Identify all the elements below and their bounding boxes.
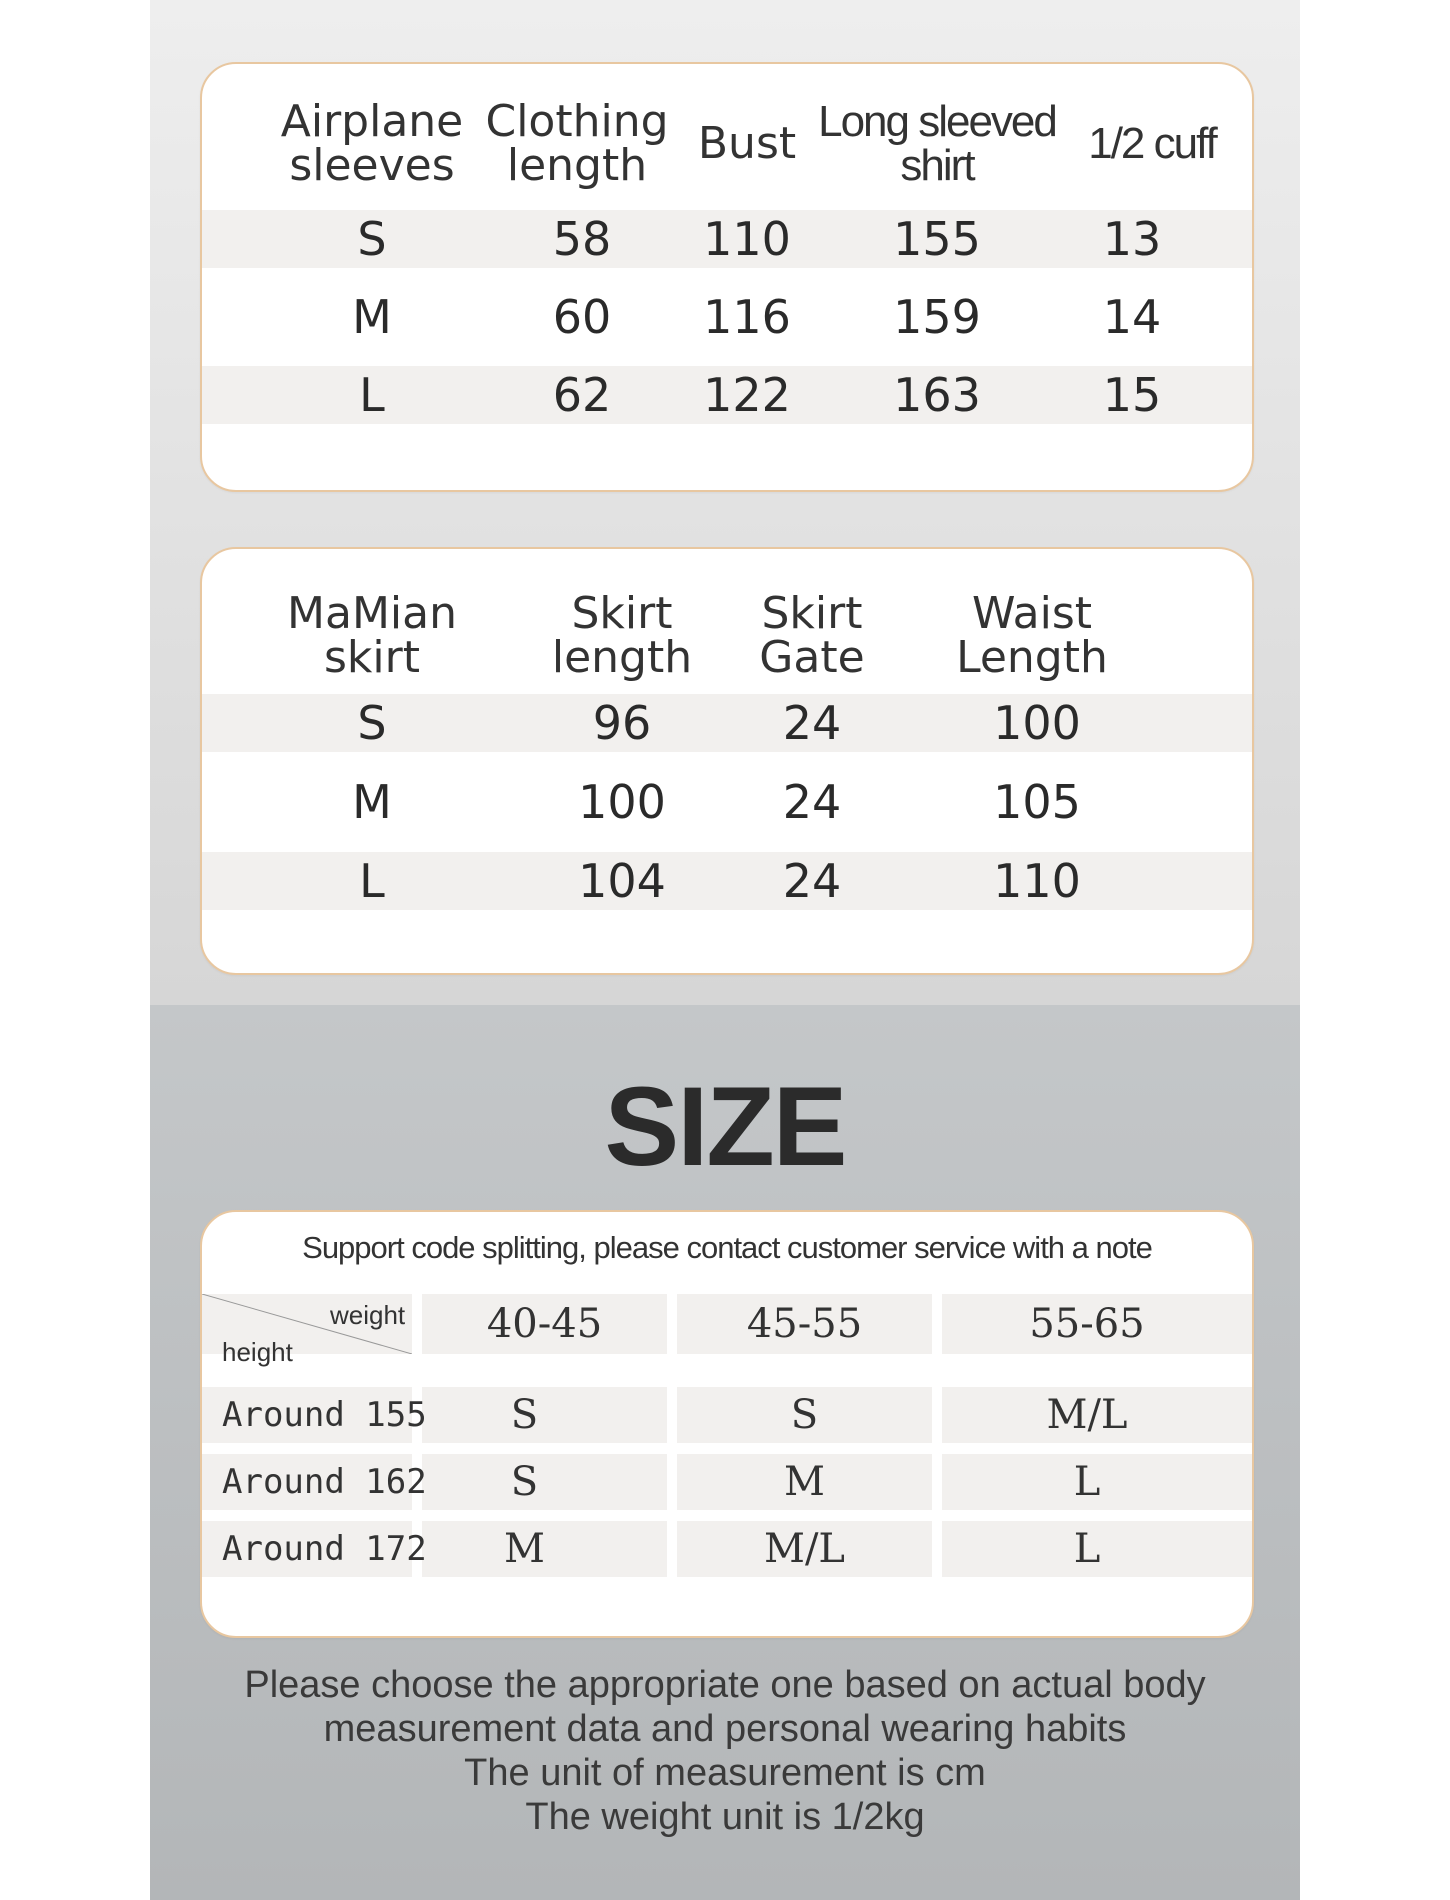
header-skirt-length: Skirt length [551, 588, 693, 683]
size-value: M [784, 1459, 825, 1505]
size-value: L [1073, 1459, 1101, 1505]
size-value: M/L [764, 1526, 845, 1572]
size-label: L [359, 368, 385, 422]
value-cell: 60 [552, 290, 612, 344]
size-value: L [1073, 1526, 1101, 1572]
value-cell: 110 [703, 212, 791, 266]
size-value: S [510, 1392, 539, 1438]
value-cell: 100 [578, 775, 666, 829]
value-cell: 163 [893, 368, 981, 422]
value-cell: 14 [1102, 290, 1162, 344]
weight-range-40-45: 40-45 [486, 1301, 603, 1347]
value-cell: 105 [993, 775, 1081, 829]
value-cell: 155 [893, 212, 981, 266]
measurement-notes [150, 1663, 1300, 1839]
airplane-sleeves-size-table [200, 62, 1254, 492]
size-label: L [359, 854, 385, 908]
note-line-3: The unit of measurement is cm [464, 1752, 986, 1794]
size-title: SIZE [604, 1064, 846, 1189]
value-cell: 24 [782, 775, 842, 829]
weight-range-55-65: 55-65 [1029, 1301, 1145, 1347]
value-cell: 159 [893, 290, 981, 344]
value-cell: 104 [578, 854, 666, 908]
size-label: S [357, 696, 387, 750]
size-value: M [504, 1526, 545, 1572]
value-cell: 122 [703, 368, 791, 422]
header-skirt-gate: Skirt Gate [759, 588, 865, 683]
size-label: M [352, 775, 392, 829]
header-clothing-length: Clothing length [485, 96, 669, 191]
header-bust: Bust [697, 118, 797, 169]
value-cell: 24 [782, 854, 842, 908]
note-line-1: Please choose the appropriate one based on actual body [244, 1664, 1206, 1706]
height-label: Around 172 [222, 1529, 427, 1569]
value-cell: 62 [552, 368, 612, 422]
header-long-sleeved-shirt: Long sleeved shirt [818, 97, 1056, 190]
size-value: M/L [1046, 1392, 1128, 1438]
value-cell: 96 [592, 696, 652, 750]
header-mamian-skirt: MaMian skirt [287, 588, 457, 683]
value-cell: 24 [782, 696, 842, 750]
value-cell: 100 [993, 696, 1081, 750]
note-line-2: measurement data and personal wearing habits [323, 1708, 1127, 1750]
height-label: Around 162 [222, 1462, 427, 1502]
height-label: Around 155 [222, 1395, 427, 1435]
value-cell: 110 [993, 854, 1081, 908]
size-label: S [357, 212, 387, 266]
weight-height-size-chart [200, 1210, 1254, 1638]
corner-height-label: height [222, 1337, 293, 1367]
value-cell: 116 [703, 290, 791, 344]
size-value: S [510, 1459, 539, 1505]
code-splitting-note: Support code splitting, please contact customer service with a note [302, 1230, 1152, 1265]
header-airplane-sleeves: Airplane sleeves [280, 96, 464, 191]
value-cell: 13 [1102, 212, 1162, 266]
corner-weight-label: weight [330, 1300, 406, 1330]
note-line-4: The weight unit is 1/2kg [525, 1796, 925, 1838]
size-label: M [352, 290, 392, 344]
header-waist-length: Waist Length [956, 588, 1108, 683]
value-cell: 15 [1102, 368, 1162, 422]
header-half-cuff: 1/2 cuff [1088, 119, 1216, 168]
value-cell: 58 [552, 212, 612, 266]
size-value: S [790, 1392, 819, 1438]
mamian-skirt-size-table [200, 547, 1254, 975]
weight-range-45-55: 45-55 [746, 1301, 863, 1347]
